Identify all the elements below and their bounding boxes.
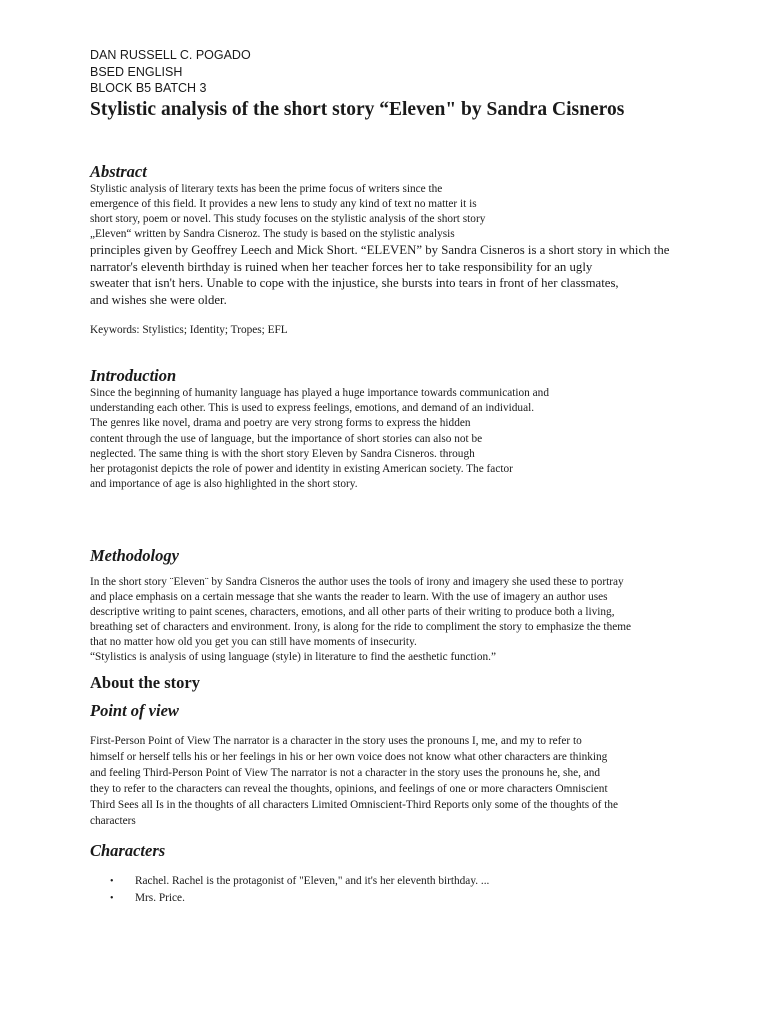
methodology-line: breathing set of characters and environment. Irony, is along for the ride to compliment the story to emphasize the theme bbox=[90, 621, 632, 633]
methodology-line: that no matter how old you get you can still have moments of insecurity. bbox=[90, 636, 417, 648]
methodology-line: “Stylistics is analysis of using language (style) in literature to find the aesthetic function.” bbox=[90, 651, 496, 663]
about-story-heading: About the story bbox=[90, 673, 200, 692]
methodology-heading: Methodology bbox=[90, 546, 179, 565]
introduction-line: and importance of age is also highlighted in the short story. bbox=[90, 478, 358, 491]
point-of-view-heading: Point of view bbox=[90, 701, 179, 720]
abstract-heading: Abstract bbox=[90, 162, 147, 181]
abstract-line: and wishes she were older. bbox=[90, 292, 227, 307]
point-of-view-line: Third Sees all Is in the thoughts of all characters Limited Omniscient-Third Reports only some of the thoughts of the bbox=[90, 799, 619, 811]
author-info bbox=[90, 47, 251, 97]
introduction-line: Since the beginning of humanity language has played a huge importance towards communication and bbox=[90, 387, 549, 399]
abstract-line: „Eleven“ written by Sandra Cisneroz. The study is based on the stylistic analysis bbox=[90, 228, 455, 240]
abstract-line: emergence of this field. It provides a new lens to study any kind of text no matter it is bbox=[90, 198, 477, 210]
characters-list bbox=[110, 873, 489, 907]
abstract-line: principles given by Geoffrey Leech and Mick Short. “ELEVEN” by Sandra Cisneros is a short story in which the bbox=[90, 243, 670, 257]
abstract-line: sweater that isn't hers. Unable to cope with the injustice, she bursts into tears in front of her classmates, bbox=[90, 276, 619, 290]
introduction-line: neglected. The same thing is with the short story Eleven by Sandra Cisneros. through bbox=[90, 447, 475, 460]
abstract-line: Stylistic analysis of literary texts has been the prime focus of writers since the bbox=[90, 183, 443, 195]
author-course: BSED ENGLISH bbox=[90, 64, 183, 79]
introduction-line: The genres like novel, drama and poetry are very strong forms to express the hidden bbox=[90, 417, 471, 430]
character-text: Rachel. Rachel is the protagonist of "Eleven," and it's her eleventh birthday. ... bbox=[135, 875, 490, 887]
abstract-body bbox=[90, 182, 669, 308]
point-of-view-body bbox=[90, 733, 618, 829]
document-title: Stylistic analysis of the short story “Eleven" by Sandra Cisneros bbox=[90, 99, 625, 120]
introduction-line: understanding each other. This is used to express feelings, emotions, and demand of an individual. bbox=[90, 402, 535, 415]
list-item bbox=[110, 890, 489, 907]
point-of-view-line: himself or herself tells his or her feelings in his or her own voice does not know what other characters are thinking bbox=[90, 751, 608, 763]
abstract-line: narrator's eleventh birthday is ruined when her teacher forces her to take responsibility for an ugly bbox=[90, 259, 593, 274]
introduction-line: her protagonist depicts the role of power and identity in existing American society. The factor bbox=[90, 463, 513, 476]
methodology-line: In the short story ¨Eleven¨ by Sandra Cisneros the author uses the tools of irony and imagery she used these to portray bbox=[90, 576, 624, 588]
author-block: BLOCK B5 BATCH 3 bbox=[90, 81, 207, 95]
point-of-view-line: and feeling Third-Person Point of View The narrator is not a character in the story uses the pronouns he, she, and bbox=[90, 767, 601, 779]
author-name: DAN RUSSELL C. POGADO bbox=[90, 48, 251, 62]
bullet-icon: • bbox=[110, 893, 114, 904]
bullet-icon: • bbox=[110, 876, 114, 887]
abstract-line: short story, poem or novel. This study focuses on the stylistic analysis of the short story bbox=[90, 213, 486, 225]
keywords-line: Keywords: Stylistics; Identity; Tropes; EFL bbox=[90, 324, 288, 336]
introduction-heading: Introduction bbox=[90, 366, 177, 385]
introduction-body bbox=[90, 386, 549, 492]
methodology-line: and place emphasis on a certain message that she wants the reader to learn. With the use of imagery an author uses bbox=[90, 591, 608, 603]
point-of-view-line: they to refer to the characters can reveal the thoughts, opinions, and feelings of one or more characters Omniscient bbox=[90, 783, 608, 795]
methodology-line: descriptive writing to paint scenes, characters, emotions, and all other parts of their writing to produce both a living, bbox=[90, 606, 615, 618]
introduction-line: content through the use of language, but the importance of short stories can also not be bbox=[90, 432, 483, 445]
methodology-body bbox=[90, 575, 631, 665]
point-of-view-line: characters bbox=[90, 815, 136, 827]
characters-heading: Characters bbox=[90, 841, 166, 860]
keywords bbox=[90, 323, 288, 338]
point-of-view-line: First-Person Point of View The narrator is a character in the story uses the pronouns I, me, and my to refer to bbox=[90, 735, 582, 747]
list-item bbox=[110, 873, 489, 890]
character-text: Mrs. Price. bbox=[135, 892, 185, 904]
